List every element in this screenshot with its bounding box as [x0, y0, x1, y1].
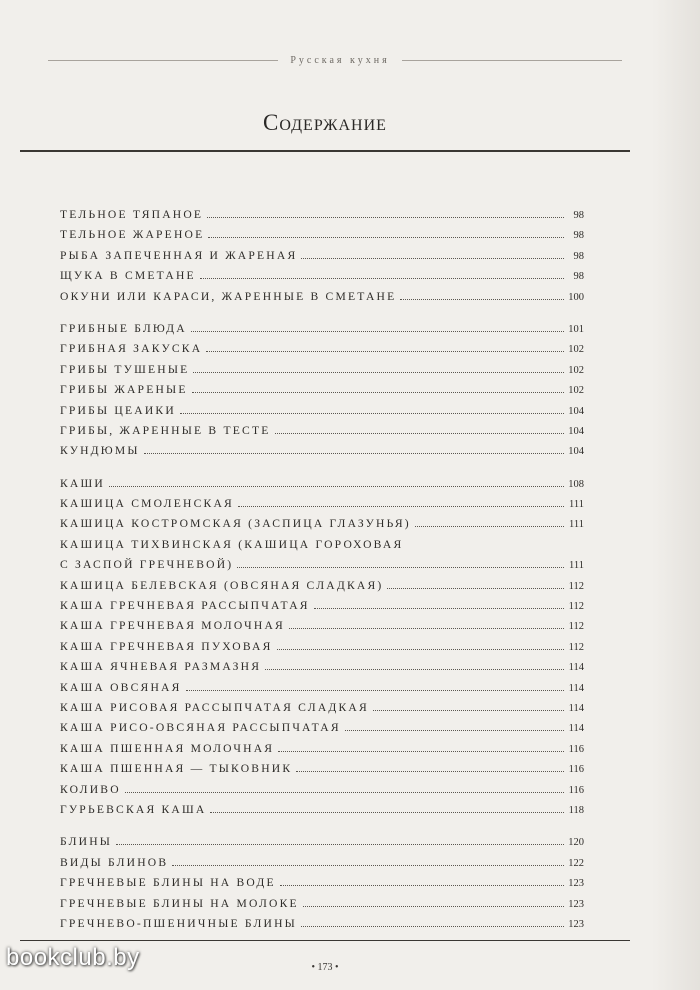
toc-entry-page: 98 [573, 250, 584, 262]
toc-entry-page: 111 [569, 560, 584, 572]
page-title: Содержание [263, 110, 387, 135]
toc-entry-title: КАША РИСО-ОВСЯНАЯ РАССЫПЧАТАЯ [60, 721, 341, 735]
toc-entry-page: 112 [568, 641, 584, 653]
toc-entry-title: РЫБА ЗАПЕЧЕННАЯ И ЖАРЕНАЯ [60, 248, 298, 262]
toc-entry-title: КАША ПШЕННАЯ — ТЫКОВНИК [60, 762, 293, 776]
toc-entry-title: КАШИЦА БЕЛЕВСКАЯ (ОВСЯНАЯ СЛАДКАЯ) [60, 578, 384, 592]
toc-entry [60, 228, 584, 248]
toc-group [60, 477, 584, 824]
toc-entry-title: КАШИЦА ТИХВИНСКАЯ (КАШИЦА ГОРОХОВАЯ [60, 537, 404, 551]
toc-entry-page: 116 [568, 743, 584, 755]
toc-entry [60, 383, 584, 403]
toc-entry-page: 114 [568, 723, 584, 735]
toc-leader-dots [415, 526, 564, 527]
toc-entry [60, 249, 584, 269]
toc-entry [60, 856, 584, 876]
toc-entry-page: 123 [568, 898, 584, 910]
page-number: • 173 • [311, 962, 339, 973]
toc-leader-dots [265, 669, 564, 670]
toc-entry [60, 322, 584, 342]
toc-entry [60, 835, 584, 855]
toc-entry [60, 681, 584, 701]
toc-leader-dots [208, 237, 564, 238]
toc-entry [60, 558, 584, 578]
toc-entry-title: ОКУНИ ИЛИ КАРАСИ, ЖАРЕННЫЕ В СМЕТАНЕ [60, 289, 397, 303]
toc-entry [60, 342, 584, 362]
toc-entry [60, 701, 584, 721]
toc-entry-page: 112 [568, 601, 584, 613]
toc-entry [60, 762, 584, 782]
toc-leader-dots [125, 792, 564, 793]
toc-group [60, 835, 584, 937]
toc-entry-title: КАША ПШЕННАЯ МОЛОЧНАЯ [60, 741, 275, 755]
toc-entry-title: ГРИБЫ ЦЕAИКИ [60, 403, 176, 417]
toc-leader-dots [180, 413, 564, 414]
toc-entry-page: 114 [568, 682, 584, 694]
toc-leader-dots [303, 906, 564, 907]
toc-entry-page: 122 [568, 857, 584, 869]
toc-leader-dots [400, 299, 564, 300]
toc-entry-title: С ЗАСПОЙ ГРЕЧНЕВОЙ) [60, 558, 234, 572]
toc-leader-dots [206, 351, 564, 352]
toc-leader-dots [280, 885, 564, 886]
toc-leader-dots [116, 844, 564, 845]
toc-entry [60, 424, 584, 444]
toc-entry-page: 104 [568, 425, 584, 437]
toc-entry [60, 619, 584, 639]
running-head-rule-right [402, 60, 622, 61]
toc-entry-title: ГРИБЫ, ЖАРЕННЫЕ В ТЕСТЕ [60, 423, 271, 437]
toc-entry-title: КУНДЮМЫ [60, 444, 140, 458]
toc-entry-page: 112 [568, 621, 584, 633]
toc-group [60, 208, 584, 310]
toc-entry-title: КАША РИСОВАЯ РАССЫПЧАТАЯ СЛАДКАЯ [60, 700, 369, 714]
toc-leader-dots [237, 567, 564, 568]
toc-entry [60, 477, 584, 497]
toc-entry-page: 118 [568, 804, 584, 816]
table-of-contents [60, 208, 584, 949]
toc-entry-page: 101 [568, 323, 584, 335]
toc-entry [60, 404, 584, 424]
toc-leader-dots [200, 278, 564, 279]
toc-entry-title: ГРИБЫ ТУШЕНЫЕ [60, 362, 190, 376]
toc-entry [60, 803, 584, 823]
toc-entry-title: КАША ОВСЯНАЯ [60, 680, 182, 694]
toc-entry-title: КАША ЯЧНЕВАЯ РАЗМАЗНЯ [60, 660, 262, 674]
toc-entry-page: 104 [568, 405, 584, 417]
toc-leader-dots [193, 372, 564, 373]
toc-leader-dots [210, 812, 564, 813]
toc-leader-dots [238, 506, 564, 507]
toc-entry-title: ГРИБНАЯ ЗАКУСКА [60, 342, 203, 356]
toc-leader-dots [172, 865, 564, 866]
title-rule [20, 150, 630, 152]
toc-entry-page: 114 [568, 662, 584, 674]
toc-entry [60, 497, 584, 517]
toc-entry-title: КАШИЦА КОСТРОМСКАЯ (ЗАСПИЦА ГЛАЗУНЬЯ) [60, 517, 411, 531]
toc-entry-title: ГРЕЧНЕВЫЕ БЛИНЫ НА МОЛОКЕ [60, 896, 299, 910]
toc-leader-dots [275, 433, 564, 434]
toc-entry [60, 897, 584, 917]
toc-entry-title: КАША ГРЕЧНЕВАЯ РАССЫПЧАТАЯ [60, 599, 310, 613]
toc-entry-title: ГРЕЧНЕВО-ПШЕНИЧНЫЕ БЛИНЫ [60, 916, 297, 930]
toc-leader-dots [278, 751, 564, 752]
toc-entry-title: ВИДЫ БЛИНОВ [60, 855, 169, 869]
toc-entry-title: КАША ГРЕЧНЕВАЯ МОЛОЧНАЯ [60, 619, 285, 633]
toc-leader-dots [186, 690, 564, 691]
toc-entry-page: 108 [568, 478, 584, 490]
page-edge-shadow [652, 0, 700, 990]
toc-entry-title: ГУРЬЕВСКАЯ КАША [60, 802, 207, 816]
toc-entry-page: 98 [573, 230, 584, 242]
toc-leader-dots [192, 392, 564, 393]
toc-entry-title: КАША ГРЕЧНЕВАЯ ПУХОВАЯ [60, 639, 273, 653]
toc-leader-dots [301, 926, 564, 927]
bottom-rule [20, 940, 630, 941]
toc-entry [60, 579, 584, 599]
toc-leader-dots [207, 217, 564, 218]
toc-entry-page: 102 [568, 344, 584, 356]
toc-leader-dots [144, 453, 564, 454]
toc-leader-dots [191, 331, 564, 332]
toc-entry [60, 599, 584, 619]
toc-entry-title: ГРЕЧНЕВЫЕ БЛИНЫ НА ВОДЕ [60, 876, 276, 890]
toc-entry-page: 111 [569, 499, 584, 511]
toc-entry [60, 640, 584, 660]
toc-entry [60, 290, 584, 310]
toc-entry [60, 444, 584, 464]
toc-entry [60, 721, 584, 741]
toc-entry-page: 116 [568, 764, 584, 776]
toc-entry [60, 517, 584, 537]
toc-entry [60, 876, 584, 896]
toc-entry-title: КОЛИВО [60, 782, 121, 796]
toc-entry-title: ТЕЛЬНОЕ ТЯПАНОЕ [60, 208, 204, 221]
toc-entry-page: 123 [568, 918, 584, 930]
toc-entry-title: ЩУКА В СМЕТАНЕ [60, 269, 196, 283]
toc-entry-title: ГРИБЫ ЖАРЕНЫЕ [60, 383, 188, 397]
toc-leader-dots [109, 486, 564, 487]
toc-entry-page: 111 [569, 519, 584, 531]
toc-leader-dots [301, 258, 564, 259]
toc-entry-page: 112 [568, 580, 584, 592]
toc-entry [60, 742, 584, 762]
toc-entry-page: 116 [568, 784, 584, 796]
toc-entry-title: ГРИБНЫЕ БЛЮДА [60, 321, 187, 335]
running-head [0, 50, 650, 70]
toc-entry [60, 538, 584, 558]
toc-entry-page: 98 [573, 271, 584, 283]
toc-leader-dots [296, 771, 564, 772]
toc-entry-page: 123 [568, 878, 584, 890]
toc-entry-title: БЛИНЫ [60, 835, 113, 849]
toc-entry-title: ТЕЛЬНОЕ ЖАРЕНОЕ [60, 228, 205, 242]
toc-entry-title: КАШИ [60, 476, 105, 490]
toc-entry [60, 208, 584, 228]
toc-entry-page: 114 [568, 702, 584, 714]
toc-leader-dots [314, 608, 564, 609]
running-head-title: Русская кухня [290, 54, 390, 66]
watermark: bookclub.by [6, 944, 140, 971]
toc-entry [60, 783, 584, 803]
toc-entry-page: 120 [568, 837, 584, 849]
toc-entry [60, 660, 584, 680]
toc-entry-title: КАШИЦА СМОЛЕНСКАЯ [60, 497, 234, 511]
toc-entry [60, 363, 584, 383]
toc-leader-dots [277, 649, 564, 650]
running-head-rule-left [48, 60, 278, 61]
toc-entry-page: 100 [568, 291, 584, 303]
toc-entry [60, 269, 584, 289]
toc-entry-page: 102 [568, 385, 584, 397]
toc-leader-dots [289, 628, 564, 629]
toc-entry [60, 917, 584, 937]
toc-entry-page: 102 [568, 364, 584, 376]
toc-leader-dots [387, 588, 564, 589]
toc-group [60, 322, 584, 465]
toc-entry-page: 104 [568, 446, 584, 458]
toc-entry-page: 98 [573, 210, 584, 221]
toc-leader-dots [345, 730, 564, 731]
toc-leader-dots [373, 710, 564, 711]
